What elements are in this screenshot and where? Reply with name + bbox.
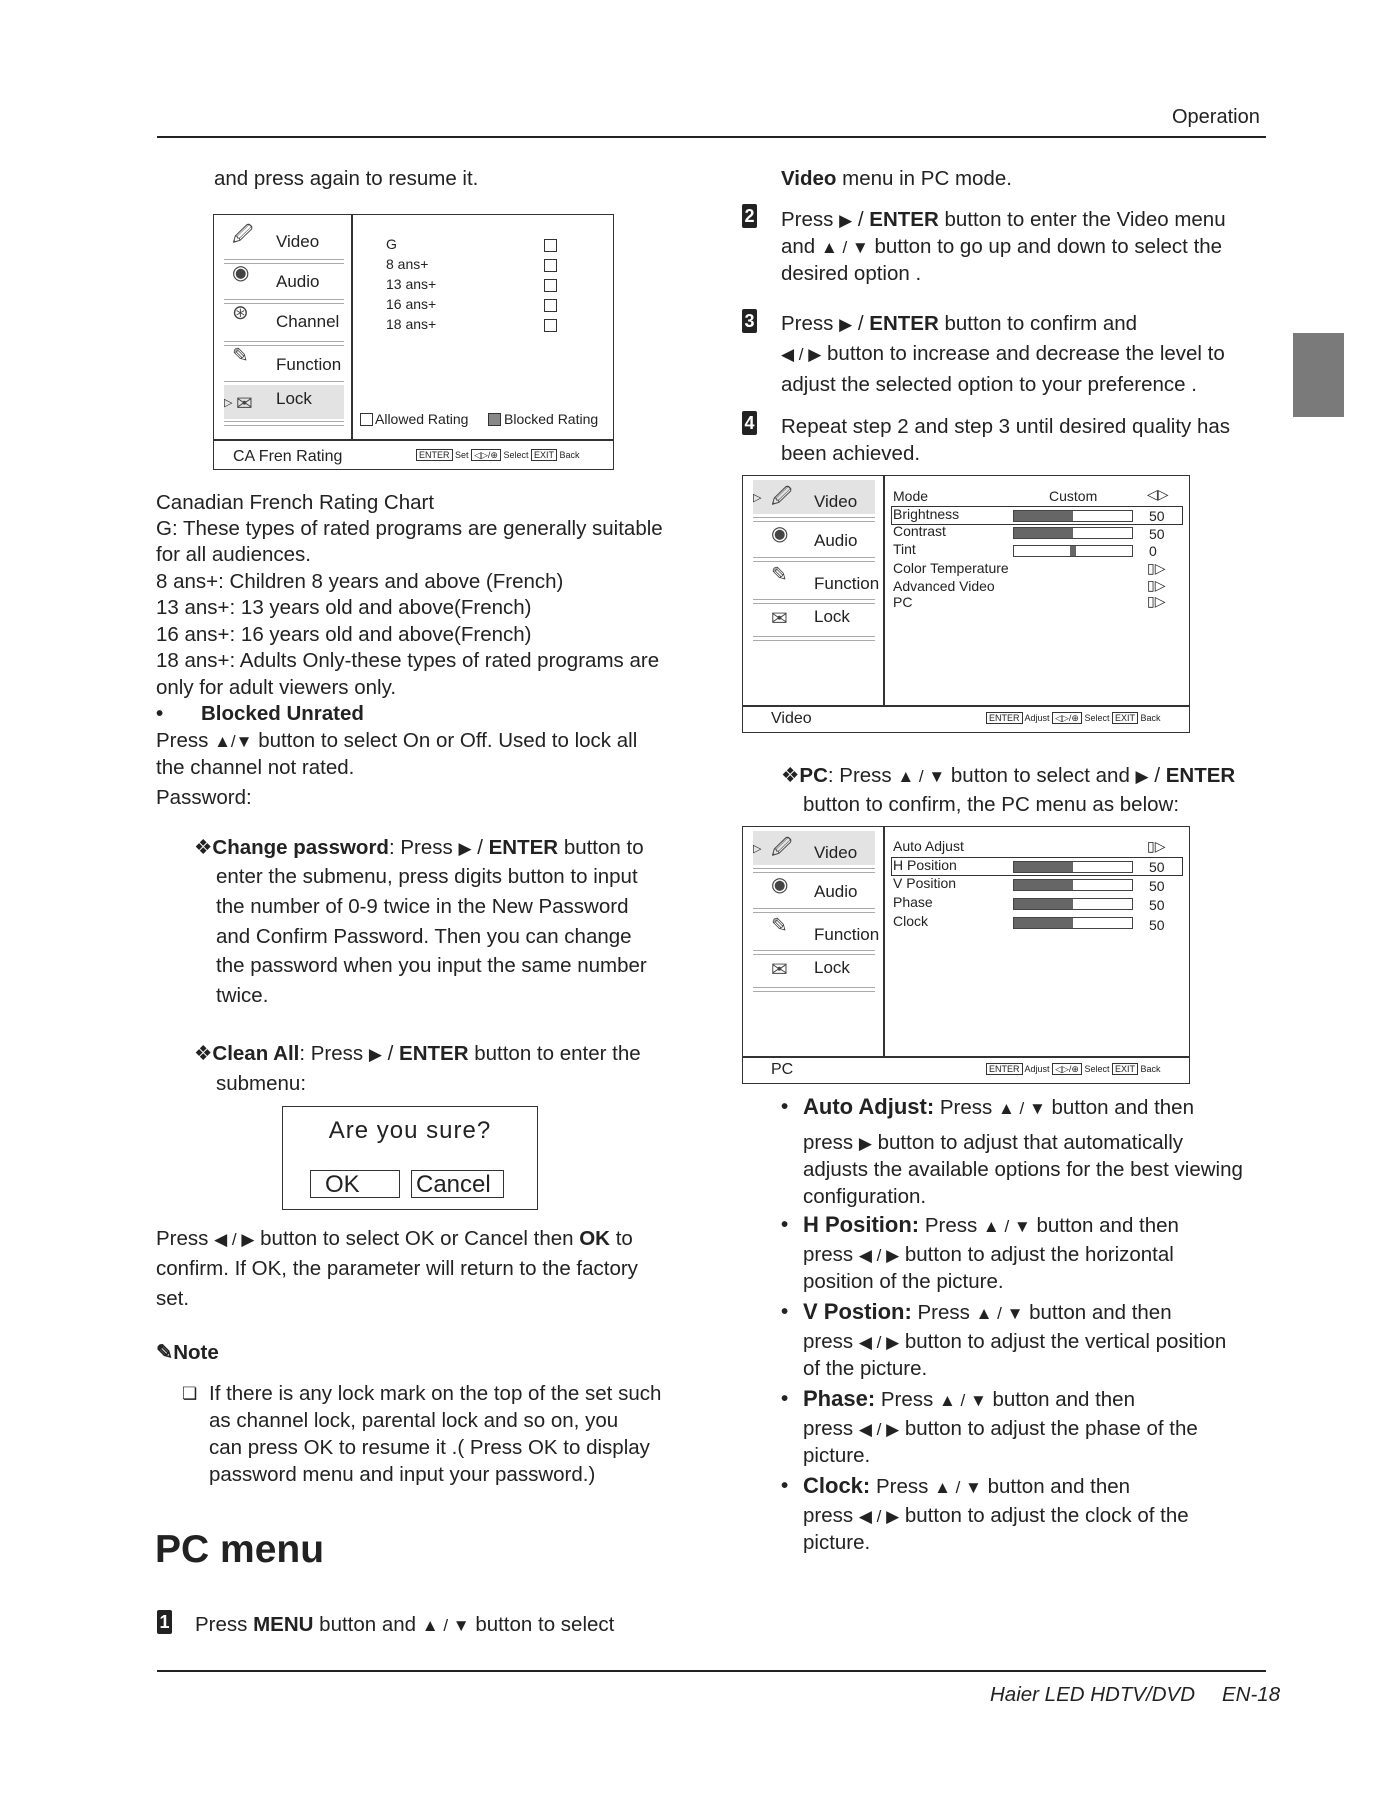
- bullet-l1-rest: button and then: [992, 1388, 1135, 1411]
- audio-icon: ◉: [771, 523, 789, 545]
- selected-arrow-icon: ▷: [753, 843, 762, 855]
- pencil-icon: ✎: [156, 1341, 174, 1364]
- pc-word: PC: [799, 764, 828, 787]
- step-4-number: 4: [742, 411, 757, 435]
- right-arrow-icon: ▶: [1135, 767, 1149, 786]
- step3-l1-rest: button to confirm and: [944, 312, 1138, 335]
- diamond-icon: ❖: [781, 764, 800, 787]
- chart-line: G: These types of rated programs are generally suitable: [156, 517, 663, 540]
- bullet-l2-rest: button to adjust that automatically: [877, 1131, 1184, 1154]
- change-password-line: and Confirm Password. Then you can change: [216, 925, 632, 948]
- setting-value: 50: [1149, 508, 1165, 524]
- video-icon: 🖉: [232, 224, 254, 246]
- bullet-line2: [803, 1329, 1226, 1356]
- bullet-l2-rest: button to adjust the clock of the: [904, 1504, 1189, 1527]
- step1-mid: button and: [319, 1613, 417, 1636]
- bullet-title: H Position:: [803, 1212, 920, 1237]
- left-right-icon: ◀ / ▶: [858, 1333, 900, 1352]
- chart-line: only for adult viewers only.: [156, 676, 397, 699]
- cancel-button[interactable]: Cancel: [411, 1170, 504, 1198]
- press-word: Press: [880, 1388, 934, 1411]
- tint-bar[interactable]: [1013, 545, 1133, 557]
- menu-item-lock[interactable]: Lock: [276, 389, 312, 408]
- section-tab: [1293, 333, 1344, 417]
- bullet-line: adjusts the available options for the best viewing: [803, 1158, 1243, 1181]
- nav-keys-icon: ◁▷/⊕: [471, 449, 501, 461]
- enter-word: ENTER: [488, 836, 559, 859]
- menu-footer-hints: [416, 450, 580, 461]
- up-down-icon: ▲ / ▼: [897, 767, 946, 786]
- enter-key: ENTER: [986, 1063, 1023, 1075]
- blocked-unrated-line1: [156, 728, 637, 755]
- menu-title: PC: [771, 1061, 794, 1078]
- line1-rest: button to select On or Off. Used to lock all: [258, 729, 638, 752]
- blocked-legend: Blocked Rating: [504, 411, 599, 427]
- step-2-number: 2: [742, 204, 757, 228]
- press-word: press: [803, 1330, 854, 1353]
- up-down-icon: ▲/▼: [214, 732, 253, 751]
- change-password-title: Change password: [212, 836, 389, 859]
- bullet-line2: [803, 1130, 1183, 1157]
- colon-press: : Press: [299, 1042, 364, 1065]
- setting-value: 0: [1149, 543, 1157, 559]
- menu-item-lock[interactable]: Lock: [814, 607, 850, 626]
- menu-item-video[interactable]: Video: [814, 492, 858, 511]
- menu-item-function[interactable]: Function: [814, 925, 880, 944]
- line1-mid: button to select OK or Cancel then: [260, 1227, 574, 1250]
- left-right-icon: ◀ / ▶: [858, 1246, 900, 1265]
- selected-arrow-icon: ▷: [753, 492, 762, 504]
- up-down-icon: ▲ / ▼: [982, 1217, 1031, 1236]
- menu-sidebar-divider: [351, 215, 353, 439]
- video-word: Video: [781, 167, 837, 190]
- chart-line: 8 ans+: Children 8 years and above (French): [156, 570, 564, 593]
- back-label: Back: [559, 450, 580, 460]
- menu-footer-divider: [743, 705, 1189, 707]
- rating-checkbox[interactable]: [544, 319, 557, 332]
- blocked-unrated-title: Blocked Unrated: [201, 702, 364, 725]
- enter-word: ENTER: [869, 312, 939, 335]
- press-word: Press: [781, 208, 834, 231]
- step-3-line3: adjust the selected option to your preference .: [781, 373, 1197, 396]
- press-word: Press: [156, 1227, 209, 1250]
- submenu-arrow-icon: ▯▷: [1147, 838, 1166, 854]
- level-bar[interactable]: [1013, 510, 1133, 522]
- left-right-icon: ◀ / ▶: [858, 1420, 900, 1439]
- up-down-icon: ▲ / ▼: [421, 1616, 470, 1635]
- nav-keys-icon: ◁▷/⊕: [1052, 712, 1082, 724]
- to-word: to: [615, 1227, 633, 1250]
- bullet-dot: •: [781, 1387, 789, 1410]
- colon-press: : Press: [388, 836, 453, 859]
- setting-value: 50: [1149, 897, 1165, 913]
- note-line: as channel lock, parental lock and so on, you: [209, 1409, 619, 1432]
- up-down-icon: ▲ / ▼: [975, 1304, 1024, 1323]
- rating-13: 13 ans+: [386, 276, 437, 292]
- menu-footer-hints: [986, 713, 1161, 724]
- enter-word: ENTER: [869, 208, 939, 231]
- step-1-text: [195, 1612, 614, 1639]
- bullet-line: position of the picture.: [803, 1270, 1004, 1293]
- selected-arrow-icon: ▷: [224, 397, 233, 409]
- setting-label: Mode: [893, 488, 929, 504]
- rating-18: 18 ans+: [386, 316, 437, 332]
- change-password-line: enter the submenu, press digits button to input: [216, 865, 638, 888]
- bullet-l1-rest: button and then: [1029, 1301, 1172, 1324]
- rating-checkbox[interactable]: [544, 299, 557, 312]
- menu-divider: [753, 636, 875, 641]
- step-4-line2: been achieved.: [781, 442, 921, 465]
- menu-item-audio[interactable]: Audio: [276, 272, 320, 291]
- exit-key: EXIT: [531, 449, 557, 461]
- left-right-arrows-icon: ◁▷: [1147, 486, 1169, 502]
- adjust-label: Adjust: [1024, 713, 1050, 723]
- setting-label: Auto Adjust: [893, 838, 964, 854]
- level-bar[interactable]: [1013, 917, 1133, 929]
- menu-sidebar-divider: [883, 827, 885, 1056]
- bullet-line2: [803, 1503, 1189, 1530]
- rating-checkbox[interactable]: [544, 259, 557, 272]
- enter-word: ENTER: [399, 1042, 469, 1065]
- menu-divider: [753, 599, 875, 604]
- level-fill: [1014, 880, 1073, 890]
- level-bar[interactable]: [1013, 861, 1133, 873]
- clean-all-line2: submenu:: [216, 1072, 307, 1095]
- setting-value: Custom: [1049, 488, 1098, 504]
- header-rule: [157, 136, 1266, 138]
- line1-rest: button to: [563, 836, 644, 859]
- bullet-line: of the picture.: [803, 1357, 928, 1380]
- back-label: Back: [1140, 713, 1161, 723]
- press-word: Press: [924, 1214, 978, 1237]
- setting-value: 50: [1149, 878, 1165, 894]
- menu-word: MENU: [253, 1613, 314, 1636]
- menu-item-lock[interactable]: Lock: [814, 958, 850, 977]
- setting-value: 50: [1149, 917, 1165, 933]
- pc-intro-mid: button to select and: [950, 764, 1130, 787]
- bullet-l1-rest: button and then: [1036, 1214, 1179, 1237]
- rating-checkbox[interactable]: [544, 279, 557, 292]
- allowed-legend: Allowed Rating: [375, 411, 469, 427]
- level-fill: [1014, 918, 1073, 928]
- press-word: Press: [156, 729, 209, 752]
- level-fill: [1014, 528, 1073, 538]
- menu-title: CA Fren Rating: [233, 448, 343, 465]
- up-down-icon: ▲ / ▼: [997, 1099, 1046, 1118]
- pc-intro-line1: ❖PC: Press ▲ / ▼ button to select and ▶ / ENTER: [781, 764, 1236, 787]
- bullet-title: Phase:: [803, 1386, 876, 1411]
- bullet-title: V Postion:: [803, 1299, 912, 1324]
- ok-word: OK: [579, 1227, 610, 1250]
- level-bar[interactable]: [1013, 527, 1133, 539]
- pc-settings-menu: [742, 826, 1190, 1084]
- menu-item-function[interactable]: Function: [276, 355, 342, 374]
- enter-key: ENTER: [416, 449, 453, 461]
- setting-label: PC: [893, 594, 913, 610]
- function-icon: ✎: [232, 345, 249, 367]
- step1-end: button to select: [475, 1613, 615, 1636]
- bullet-title: Auto Adjust:: [803, 1094, 935, 1119]
- level-bar[interactable]: [1013, 898, 1133, 910]
- setting-label: Advanced Video: [893, 578, 995, 594]
- step2-l2-rest: button to go up and down to select the: [874, 235, 1223, 258]
- press-word: press: [803, 1243, 854, 1266]
- lock-icon: ✉: [236, 393, 253, 415]
- select-label: Select: [1084, 1064, 1110, 1074]
- select-label: Select: [503, 450, 529, 460]
- password-label: Password:: [156, 786, 252, 809]
- allowed-legend-box: [360, 413, 373, 426]
- channel-icon: ⊛: [232, 302, 249, 324]
- footer-brand: Haier LED HDTV/DVD: [990, 1683, 1196, 1706]
- back-label: Back: [1140, 1064, 1161, 1074]
- menu-footer-divider: [214, 439, 613, 441]
- video-settings-menu: [742, 475, 1190, 733]
- menu-divider: [224, 421, 344, 426]
- video-icon: 🖉: [771, 486, 793, 508]
- press-ok-line2: confirm. If OK, the parameter will return to the factory: [156, 1257, 638, 1280]
- submenu-arrow-icon: ▯▷: [1147, 577, 1166, 593]
- rating-8: 8 ans+: [386, 256, 429, 272]
- bullet-line1: [803, 1094, 1194, 1122]
- audio-icon: ◉: [232, 262, 250, 284]
- press-word: press: [803, 1504, 854, 1527]
- lock-icon: ✉: [771, 608, 788, 630]
- note-line: If there is any lock mark on the top of the set such: [209, 1382, 662, 1405]
- setting-label: H Position: [893, 857, 957, 873]
- footer-page-number: EN-18: [1222, 1683, 1281, 1706]
- menu-item-audio[interactable]: Audio: [814, 531, 858, 550]
- right-arrow-icon: ▶: [368, 1045, 382, 1064]
- step3-l2-rest: button to increase and decrease the level to: [827, 342, 1225, 365]
- press-word: Press: [917, 1301, 970, 1324]
- pc-intro-line2: button to confirm, the PC menu as below:: [803, 793, 1180, 816]
- rating-g: G: [386, 236, 397, 252]
- bullet-dot: •: [781, 1213, 789, 1236]
- setting-label: Clock: [893, 913, 929, 929]
- change-password-line: the password when you input the same number: [216, 954, 647, 977]
- bullet-line2: [803, 1416, 1198, 1443]
- video-icon: 🖉: [771, 837, 793, 859]
- section-title: Operation: [1172, 106, 1260, 128]
- colon-press: : Press: [827, 764, 892, 787]
- rating-checkbox[interactable]: [544, 239, 557, 252]
- change-password-line: twice.: [216, 984, 269, 1007]
- level-fill: [1014, 899, 1073, 909]
- press-word: press: [803, 1131, 854, 1154]
- clean-all-line1: ❖Clean All: Press ▶ / ENTER button to enter the: [194, 1042, 641, 1065]
- chart-line: 13 ans+: 13 years old and above(French): [156, 596, 532, 619]
- setting-value: 50: [1149, 859, 1165, 875]
- menu-sidebar-divider: [883, 476, 885, 705]
- function-icon: ✎: [771, 564, 788, 586]
- press-word: press: [803, 1417, 854, 1440]
- menu-item-audio[interactable]: Audio: [814, 882, 858, 901]
- bullet-l1-rest: button and then: [1051, 1096, 1194, 1119]
- exit-key: EXIT: [1112, 712, 1138, 724]
- menu-divider: [753, 950, 875, 955]
- up-down-icon: ▲ / ▼: [934, 1478, 982, 1497]
- lock-icon: ✉: [771, 959, 788, 981]
- step-3-number: 3: [742, 309, 757, 333]
- and-word: and: [781, 235, 816, 258]
- select-label: Select: [1084, 713, 1110, 723]
- setting-label: Brightness: [893, 506, 960, 522]
- bullet-l2-rest: button to adjust the horizontal: [904, 1243, 1174, 1266]
- press-word: Press: [195, 1613, 248, 1636]
- press-word: Press: [781, 312, 834, 335]
- rating-16: 16 ans+: [386, 296, 437, 312]
- diamond-icon: ❖: [194, 836, 213, 859]
- submenu-arrow-icon: ▯▷: [1147, 560, 1166, 576]
- menu-item-channel[interactable]: Channel: [276, 312, 340, 331]
- submenu-arrow-icon: ▯▷: [1147, 593, 1166, 609]
- menu-footer-hints: [986, 1064, 1161, 1075]
- exit-key: EXIT: [1112, 1063, 1138, 1075]
- bullet-title: Clock:: [803, 1473, 871, 1498]
- bullet-dot: •: [781, 1095, 789, 1118]
- note-line: can press OK to resume it .( Press OK to display: [209, 1436, 650, 1459]
- audio-icon: ◉: [771, 874, 789, 896]
- step-2-line3: desired option .: [781, 262, 922, 285]
- bullet-line2: [803, 1242, 1174, 1269]
- level-bar[interactable]: [1013, 879, 1133, 891]
- note-title: Note: [173, 1341, 219, 1364]
- step-3-line2: [781, 341, 1225, 368]
- bullet-line1: [803, 1212, 1179, 1240]
- menu-item-function[interactable]: Function: [814, 574, 880, 593]
- setting-label: V Position: [893, 875, 957, 891]
- press-word: Press: [939, 1096, 993, 1119]
- setting-label: Color Temperature: [893, 560, 1009, 576]
- bullet-dot: •: [781, 1474, 789, 1497]
- lock-rating-menu: [213, 214, 614, 470]
- bullet-line1: [803, 1386, 1135, 1414]
- menu-item-video[interactable]: Video: [276, 232, 320, 251]
- nav-keys-icon: ◁▷/⊕: [1052, 1063, 1082, 1075]
- bullet-l1-rest: button and then: [987, 1475, 1131, 1498]
- bullet-line: picture.: [803, 1531, 871, 1554]
- line1-rest: button to enter the: [474, 1042, 641, 1065]
- bullet-line1: [803, 1299, 1172, 1327]
- step-1-number: 1: [157, 1610, 172, 1634]
- bullet-l2-rest: button to adjust the vertical position: [904, 1330, 1227, 1353]
- intro-text: and press again to resume it.: [214, 167, 479, 190]
- bullet-line: picture.: [803, 1444, 871, 1467]
- level-fill: [1014, 511, 1073, 521]
- note-line: password menu and input your password.): [209, 1463, 596, 1486]
- menu-title: Video: [771, 710, 812, 727]
- left-right-icon: ◀ / ▶: [781, 345, 822, 364]
- tint-marker: [1070, 546, 1076, 556]
- bullet-dot: •: [156, 702, 164, 725]
- checkbox-bullet-icon: ❏: [182, 1384, 198, 1403]
- ok-button[interactable]: OK: [310, 1170, 400, 1198]
- chart-line: Canadian French Rating Chart: [156, 491, 435, 514]
- step2-l1-rest: button to enter the Video menu: [944, 208, 1226, 231]
- bullet-line1: [803, 1473, 1130, 1501]
- adjust-label: Adjust: [1024, 1064, 1050, 1074]
- level-fill: [1014, 862, 1073, 872]
- note-heading: [156, 1340, 219, 1366]
- setting-label: Tint: [893, 541, 916, 557]
- footer-rule: [157, 1670, 1266, 1672]
- set-label: Set: [455, 450, 469, 460]
- step1-cont-rest: menu in PC mode.: [842, 167, 1012, 190]
- bullet-dot: •: [781, 1300, 789, 1323]
- confirm-dialog: [282, 1106, 538, 1210]
- function-icon: ✎: [771, 915, 788, 937]
- clean-all-title: Clean All: [212, 1042, 300, 1065]
- chart-line: 18 ans+: Adults Only-these types of rated programs are: [156, 649, 660, 672]
- chart-line: 16 ans+: 16 years old and above(French): [156, 623, 532, 646]
- left-right-icon: ◀ / ▶: [214, 1230, 255, 1249]
- press-ok-line1: [156, 1226, 633, 1253]
- step-2-line2: [781, 234, 1222, 261]
- blocked-legend-box: [488, 413, 501, 426]
- step-2-line1: Press ▶ / ENTER button to enter the Video menu: [781, 208, 1226, 231]
- up-down-icon: ▲ / ▼: [938, 1391, 987, 1410]
- menu-item-video[interactable]: Video: [814, 843, 858, 862]
- step-3-line1: Press ▶ / ENTER button to confirm and: [781, 312, 1138, 335]
- press-word: Press: [875, 1475, 929, 1498]
- menu-divider: [753, 987, 875, 992]
- chart-line: for all audiences.: [156, 543, 311, 566]
- pc-menu-heading: PC menu: [155, 1528, 325, 1571]
- left-right-icon: ◀ / ▶: [858, 1507, 900, 1526]
- change-password-line1: ❖Change password: Press ▶ / ENTER button to: [194, 836, 644, 859]
- setting-value: 50: [1149, 526, 1165, 542]
- blocked-unrated-line2: the channel not rated.: [156, 756, 355, 779]
- right-arrow-icon: ▶: [839, 211, 853, 230]
- right-arrow-icon: ▶: [858, 1134, 872, 1153]
- right-arrow-icon: ▶: [839, 315, 853, 334]
- right-arrow-icon: ▶: [458, 839, 472, 858]
- change-password-line: the number of 0-9 twice in the New Password: [216, 895, 629, 918]
- enter-key: ENTER: [986, 712, 1023, 724]
- diamond-icon: ❖: [194, 1042, 213, 1065]
- step-1-continued: [781, 166, 1012, 192]
- enter-word: ENTER: [1165, 764, 1236, 787]
- step-4-line1: Repeat step 2 and step 3 until desired quality has: [781, 415, 1231, 438]
- dialog-question: Are you sure?: [328, 1117, 492, 1144]
- bullet-l2-rest: button to adjust the phase of the: [904, 1417, 1198, 1440]
- setting-label: Contrast: [893, 523, 946, 539]
- bullet-line: configuration.: [803, 1185, 927, 1208]
- up-down-icon: ▲ / ▼: [820, 238, 869, 257]
- setting-label: Phase: [893, 894, 933, 910]
- menu-footer-divider: [743, 1056, 1189, 1058]
- press-ok-line3: set.: [156, 1287, 190, 1310]
